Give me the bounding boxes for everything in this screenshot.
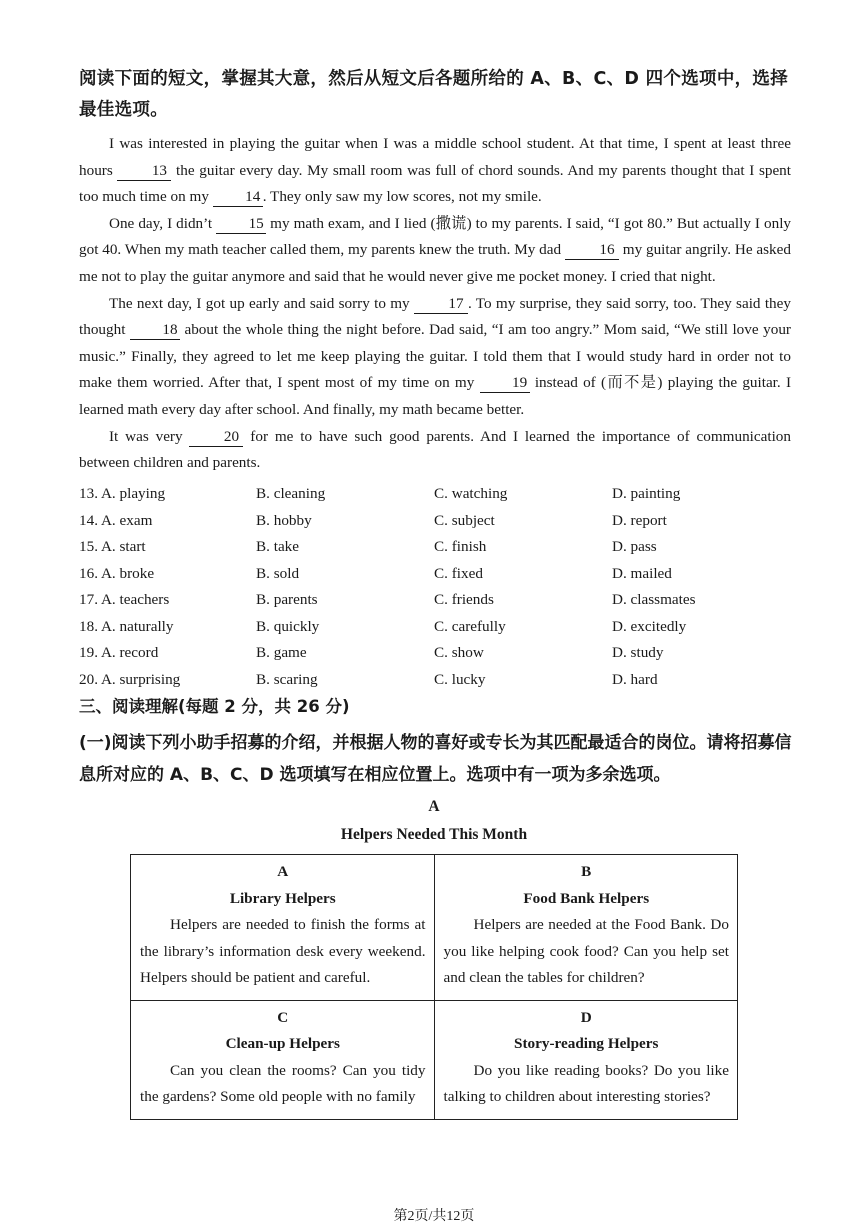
option-row-13 (79, 481, 799, 508)
cell-title: Food Bank Helpers (523, 889, 650, 907)
option-c: C. fixed (434, 564, 483, 582)
passage-paragraph (79, 291, 791, 424)
option-c: C. finish (434, 538, 487, 555)
option-c: C. lucky (434, 670, 486, 688)
helper-cell-d (434, 1000, 738, 1119)
answer-options (79, 481, 799, 693)
option-a: 20. A. surprising (79, 670, 181, 688)
option-d: D. study (612, 644, 664, 661)
option-a: 15. A. start (79, 538, 146, 555)
blank-15: 15 (216, 214, 266, 234)
passage-letter: A (428, 798, 440, 815)
page-footer: 第2页/共12页 (393, 1209, 475, 1224)
option-row-15 (79, 534, 799, 561)
passage-text: . They only saw my low scores, not my smile. (262, 188, 542, 206)
option-a: 18. A. naturally (79, 617, 174, 635)
passage-text: It was very (109, 427, 190, 445)
table-row (131, 1000, 738, 1119)
option-d: D. mailed (612, 564, 672, 582)
option-c: C. watching (434, 485, 508, 502)
blank-14: 14 (213, 187, 263, 207)
option-c: C. show (434, 644, 484, 661)
option-b: B. game (256, 644, 307, 661)
passage-text: my guitar angrily. He asked me not to play the guitar anymore and said that he would never give me pocket money. I cried that night. (79, 241, 791, 285)
option-a: 16. A. broke (79, 564, 155, 582)
option-d: D. hard (612, 670, 658, 688)
section-heading: 三、阅读理解(每题 2 分，共 26 分) (79, 697, 350, 716)
option-row-18 (79, 614, 799, 641)
option-b: B. quickly (256, 617, 320, 635)
passage-text: about the whole thing the night before. Dad said, “I am too angry.” Mom said, “We still love your music.” Finally, they agreed to let me keep playing the guitar. I told them that I would study hard in order not to make them worried. After that, I spent most of my time on my (79, 321, 791, 392)
passage-text: One day, I didn’t (109, 214, 217, 232)
blank-17: 17 (414, 294, 468, 314)
option-c: C. subject (434, 511, 495, 529)
option-b: B. scaring (256, 670, 318, 688)
cell-letter: A (277, 863, 289, 880)
option-b: B. sold (256, 564, 300, 582)
cell-text: Do you like reading books? Do you like talking to children about interesting stories? (443, 1061, 729, 1105)
passage-text: the guitar every day. My small room was full of chord sounds. And my parents thought that I spent too much time on my (79, 161, 791, 206)
option-a: 17. A. teachers (79, 591, 170, 608)
subsection-instruction: (一)阅读下列小助手招募的介绍，并根据人物的喜好或专长为其匹配最适合的岗位。请将招募信息所对应的 A、B、C、D 选项填写在相应位置上。选项中有一项为多余选项。 (79, 733, 792, 785)
option-a: 13. A. playing (79, 485, 166, 502)
option-d: D. classmates (612, 591, 696, 608)
cell-title: Story-reading Helpers (514, 1035, 659, 1052)
option-b: B. hobby (256, 511, 312, 529)
option-a: 19. A. record (79, 644, 159, 661)
option-d: D. pass (612, 538, 657, 555)
helper-cell-a (131, 855, 435, 1001)
cloze-instruction: 阅读下面的短文，掌握其大意，然后从短文后各题所给的 A、B、C、D 四个选项中，选择最佳选项。 (79, 69, 789, 120)
blank-18: 18 (130, 320, 180, 340)
cell-letter: D (580, 1008, 592, 1026)
cell-title: Library Helpers (229, 889, 336, 907)
passage-text: my math exam, and I lied (撒谎) to my parents. I said, “I got 80.” But actually I only got 40. When my math teacher called them, my parents knew the truth. My dad (79, 214, 792, 259)
table-row (131, 855, 738, 1001)
option-d: D. painting (612, 485, 681, 502)
option-b: B. take (256, 538, 300, 555)
cell-title: Clean-up Helpers (225, 1035, 340, 1052)
passage-text: The next day, I got up early and said sorry to my (109, 294, 414, 312)
option-b: B. cleaning (256, 485, 326, 502)
passage-title: Helpers Needed This Month (340, 826, 528, 843)
helpers-table (130, 854, 738, 1120)
passage-paragraph (79, 211, 791, 291)
passage-text: for me to have such good parents. And I learned the importance of communication between children and parents. (79, 427, 791, 472)
option-d: D. excitedly (612, 617, 687, 635)
option-a: 14. A. exam (79, 511, 153, 529)
helper-cell-b (434, 855, 738, 1001)
cell-text: Can you clean the rooms? Can you tidy the gardens? Some old people with no family (140, 1061, 426, 1105)
option-row-19 (79, 640, 799, 667)
cell-letter: B (581, 863, 592, 880)
passage-text: I was interested in playing the guitar when I was a middle school student. At that time, I spent at least three hours (79, 135, 791, 179)
blank-20: 20 (189, 427, 243, 447)
option-row-16 (79, 561, 799, 588)
option-d: D. report (612, 511, 667, 529)
blank-13: 13 (117, 161, 171, 181)
option-row-17 (79, 587, 799, 614)
option-row-14 (79, 508, 799, 535)
passage-text: instead of (而不是) playing the guitar. I learned math every day after school. And finally, my math became better. (79, 374, 792, 418)
option-c: C. friends (434, 591, 494, 608)
passage-paragraph (79, 131, 791, 211)
option-row-20 (79, 667, 799, 694)
cloze-passage (79, 131, 791, 477)
cell-letter: C (277, 1008, 289, 1026)
blank-16: 16 (565, 240, 619, 260)
option-b: B. parents (256, 591, 318, 608)
blank-19: 19 (480, 373, 530, 393)
helper-cell-c (131, 1000, 435, 1119)
cell-text: Helpers are needed to finish the forms at the library’s information desk every weekend. Helpers should be patient and careful. (140, 916, 426, 986)
cell-text: Helpers are needed at the Food Bank. Do you like helping cook food? Can you help set and clean the tables for children? (443, 916, 729, 986)
passage-text: . To my surprise, they said sorry, too. They said they thought (79, 294, 791, 339)
passage-paragraph (79, 424, 791, 477)
option-c: C. carefully (434, 617, 506, 635)
